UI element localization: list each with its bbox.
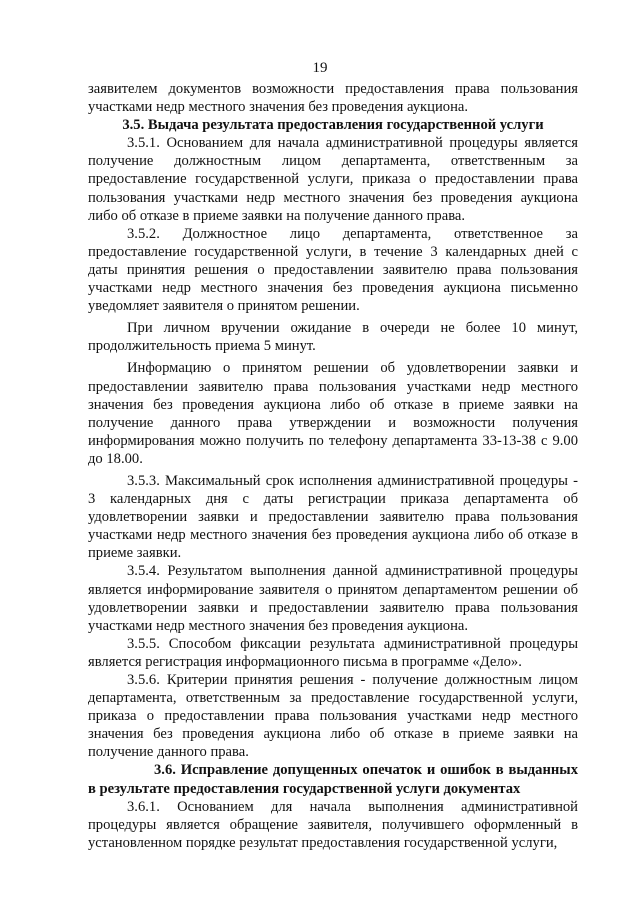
paragraph-personal-delivery: При личном вручении ожидание в очереди не более 10 минут, продолжительность приема 5 минут. <box>88 320 578 355</box>
page-number: 19 <box>312 60 328 76</box>
document-body <box>88 80 578 852</box>
continuation-paragraph: заявителем документов возможности предоставления права пользования участками недр местного значения без проведения аукциона. <box>88 81 578 116</box>
paragraph-3-5-4: 3.5.4. Результатом выполнения данной административной процедуры является информирование заявителя о принятом департаментом решении об удовлетворении заявки и предоставлении заявителю права пользования участками недр местного значения без проведения аукциона. <box>88 563 578 634</box>
paragraph-3-5-5: 3.5.5. Способом фиксации результата административной процедуры является регистрация информационного письма в программе «Дело». <box>88 635 578 670</box>
paragraph-3-6-1: 3.6.1. Основанием для начала выполнения административной процедуры является обращение заявителя, получившего оформленный в установленном порядке результат предоставления государственной услуги, <box>88 798 578 851</box>
section-heading-3-6: 3.6. Исправление допущенных опечаток и ошибок в выданных в результате предоставления государственной услуги документах <box>88 762 578 797</box>
paragraph-3-5-6: 3.5.6. Критерии принятия решения - получение должностным лицом департамента, ответственным за предоставление государственной услуги, приказа о предоставлении права пользования участками недр местного значения без проведения аукциона либо об отказе в приеме заявки на получение данного права. <box>88 672 578 761</box>
section-heading-3-5: 3.5. Выдача результата предоставления государственной услуги <box>122 117 544 134</box>
paragraph-3-5-2: 3.5.2. Должностное лицо департамента, ответственное за предоставление государственной услуги, в течение 3 календарных дней с даты принятия решения о предоставлении заявителю права пользования участками недр местного значения без проведения аукциона письменно уведомляет заявителя о принятом решении. <box>88 225 578 315</box>
paragraph-information: Информацию о принятом решении об удовлетворении заявки и предоставлении заявителю права пользования участками недр местного значения без проведения аукциона либо об отказе в приеме заявки на получение данного права утверждении и возможности получения информирования можно получить по телефону департамента 33-13-38 с 9.00 до 18.00. <box>88 360 578 467</box>
paragraph-3-5-3: 3.5.3. Максимальный срок исполнения административной процедуры - 3 календарных дня с даты регистрации приказа департамента об удовлетворении заявки и предоставлении заявителю права пользования участками недр местного значения без проведения аукциона либо об отказе в приеме заявки. <box>88 472 578 562</box>
paragraph-3-5-1: 3.5.1. Основанием для начала административной процедуры является получение должностным лицом департамента, ответственным за предоставление государственной услуги, приказа о предоставлении права пользования участками недр местного значения без проведения аукциона либо об отказе в приеме заявки на получение данного права. <box>88 135 578 224</box>
